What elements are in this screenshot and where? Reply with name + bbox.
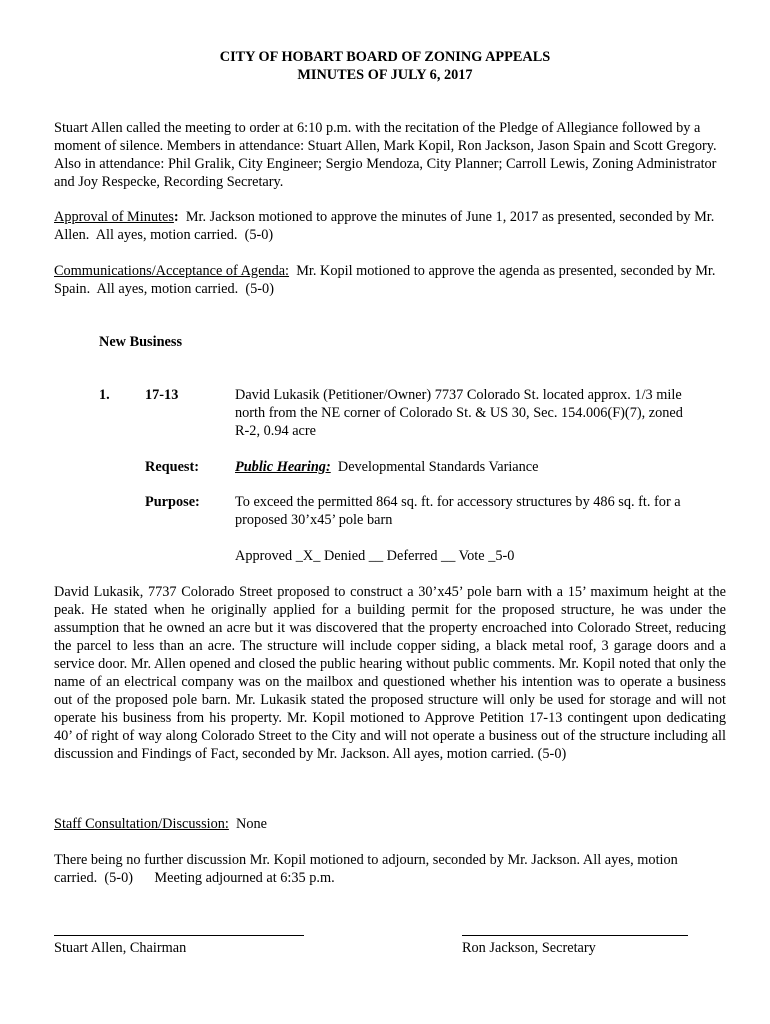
new-business-heading: New Business: [99, 334, 183, 350]
denied-deferred-text: Denied __ Deferred __ Vote: [320, 548, 489, 564]
communications-label: Communications/Acceptance of Agenda:: [54, 263, 290, 279]
vote-line: [235, 547, 514, 565]
request-label: Request:: [145, 459, 200, 475]
petition-number: 17-13: [145, 387, 179, 403]
discussion-paragraph: David Lukasik, 7737 Colorado Street proposed to construct a 30’x45’ pole barn with a 15’ maximum height at the peak. He stated when he originally applied for a building permit for the proposed structure, he was under the assumption that he owned an acre but it was discovered that the property encroached into Colorado Street, reducing the parcel to less than an acre. The structure will include copper siding, a black metal roof, 3 garage doors and a service door. Mr. Allen opened and closed the public hearing without public comments. Mr. Kopil noted that only the name of an electrical company was on the mailbox and questioned whether his intention was to operate a business out of the proposed pole barn. Mr. Lukasik stated the proposed structure will only be used for storage and will not operate his business from his property. Mr. Kopil motioned to Approve Petition 17-13 contingent upon dedicating 40’ of right of way along Colorado Street to the City and will not operate a business out of the structure including all discussion and Findings of Fact, seconded by Mr. Jackson. All ayes, motion carried. (5-0): [54, 584, 726, 762]
opening-paragraph: Stuart Allen called the meeting to order at 6:10 p.m. with the recitation of the Pledge of Allegiance followed by a moment of silence. Members in attendance: Stuart Allen, Mark Kopil, Ron Jackson, Jason Spain and Scott Gregory. Also in attendance: Phil Gralik, City Engineer; Sergio Mendoza, City Planner; Carroll Lewis, Zoning Administrator and Joy Respecke, Recording Secretary.: [54, 120, 717, 190]
purpose-line-1: To exceed the permitted 864 sq. ft. for accessory structures by 486 sq. ft. for a: [235, 494, 681, 510]
vote-value: _5-0: [488, 548, 515, 564]
secretary-name: Ron Jackson, Secretary: [462, 940, 596, 956]
title-line-1: CITY OF HOBART BOARD OF ZONING APPEALS: [219, 49, 551, 65]
minutes-label: Approval of Minutes: [54, 209, 174, 225]
petitioner-line-1: David Lukasik (Petitioner/Owner) 7737 Colorado St. located approx. 1/3 mile: [235, 387, 682, 403]
purpose-label: Purpose:: [145, 494, 200, 510]
communications-text: Mr. Kopil motioned to approve the agenda as presented, seconded by Mr. Spain. All ayes, motion carried. (5-0): [54, 263, 720, 297]
title-line-2: MINUTES OF JULY 6, 2017: [297, 67, 473, 83]
minutes-colon: :: [173, 209, 179, 225]
secretary-signature-line: [462, 935, 688, 936]
request-value: [235, 458, 538, 476]
adjourn-line-1: There being no further discussion Mr. Kopil motioned to adjourn, seconded by Mr. Jackson. All ayes, motion: [54, 852, 678, 868]
request-text: Developmental Standards Variance: [330, 459, 539, 475]
purpose-line-2: proposed 30’x45’ pole barn: [235, 512, 393, 528]
item-number: 1.: [99, 387, 110, 403]
approved-mark: _X_: [295, 548, 321, 564]
approved-label: Approved: [235, 548, 296, 564]
chairman-name: Stuart Allen, Chairman: [54, 940, 187, 956]
staff-label: Staff Consultation/Discussion:: [54, 816, 229, 832]
public-hearing-label: Public Hearing:: [235, 459, 331, 475]
communications-agenda: [54, 262, 726, 298]
minutes-text: Mr. Jackson motioned to approve the minutes of June 1, 2017 as presented, seconded by Mr. Allen. All ayes, motion carried. (5-0): [54, 209, 718, 243]
petitioner-line-3: R-2, 0.94 acre: [235, 423, 316, 439]
staff-consultation: [54, 815, 726, 833]
adjourn-line-2: carried. (5-0) Meeting adjourned at 6:35 p.m.: [54, 870, 335, 886]
approval-of-minutes: [54, 208, 726, 244]
staff-text: None: [228, 816, 268, 832]
petitioner-line-2: north from the NE corner of Colorado St. & US 30, Sec. 154.006(F)(7), zoned: [235, 405, 683, 421]
chairman-signature-line: [54, 935, 304, 936]
